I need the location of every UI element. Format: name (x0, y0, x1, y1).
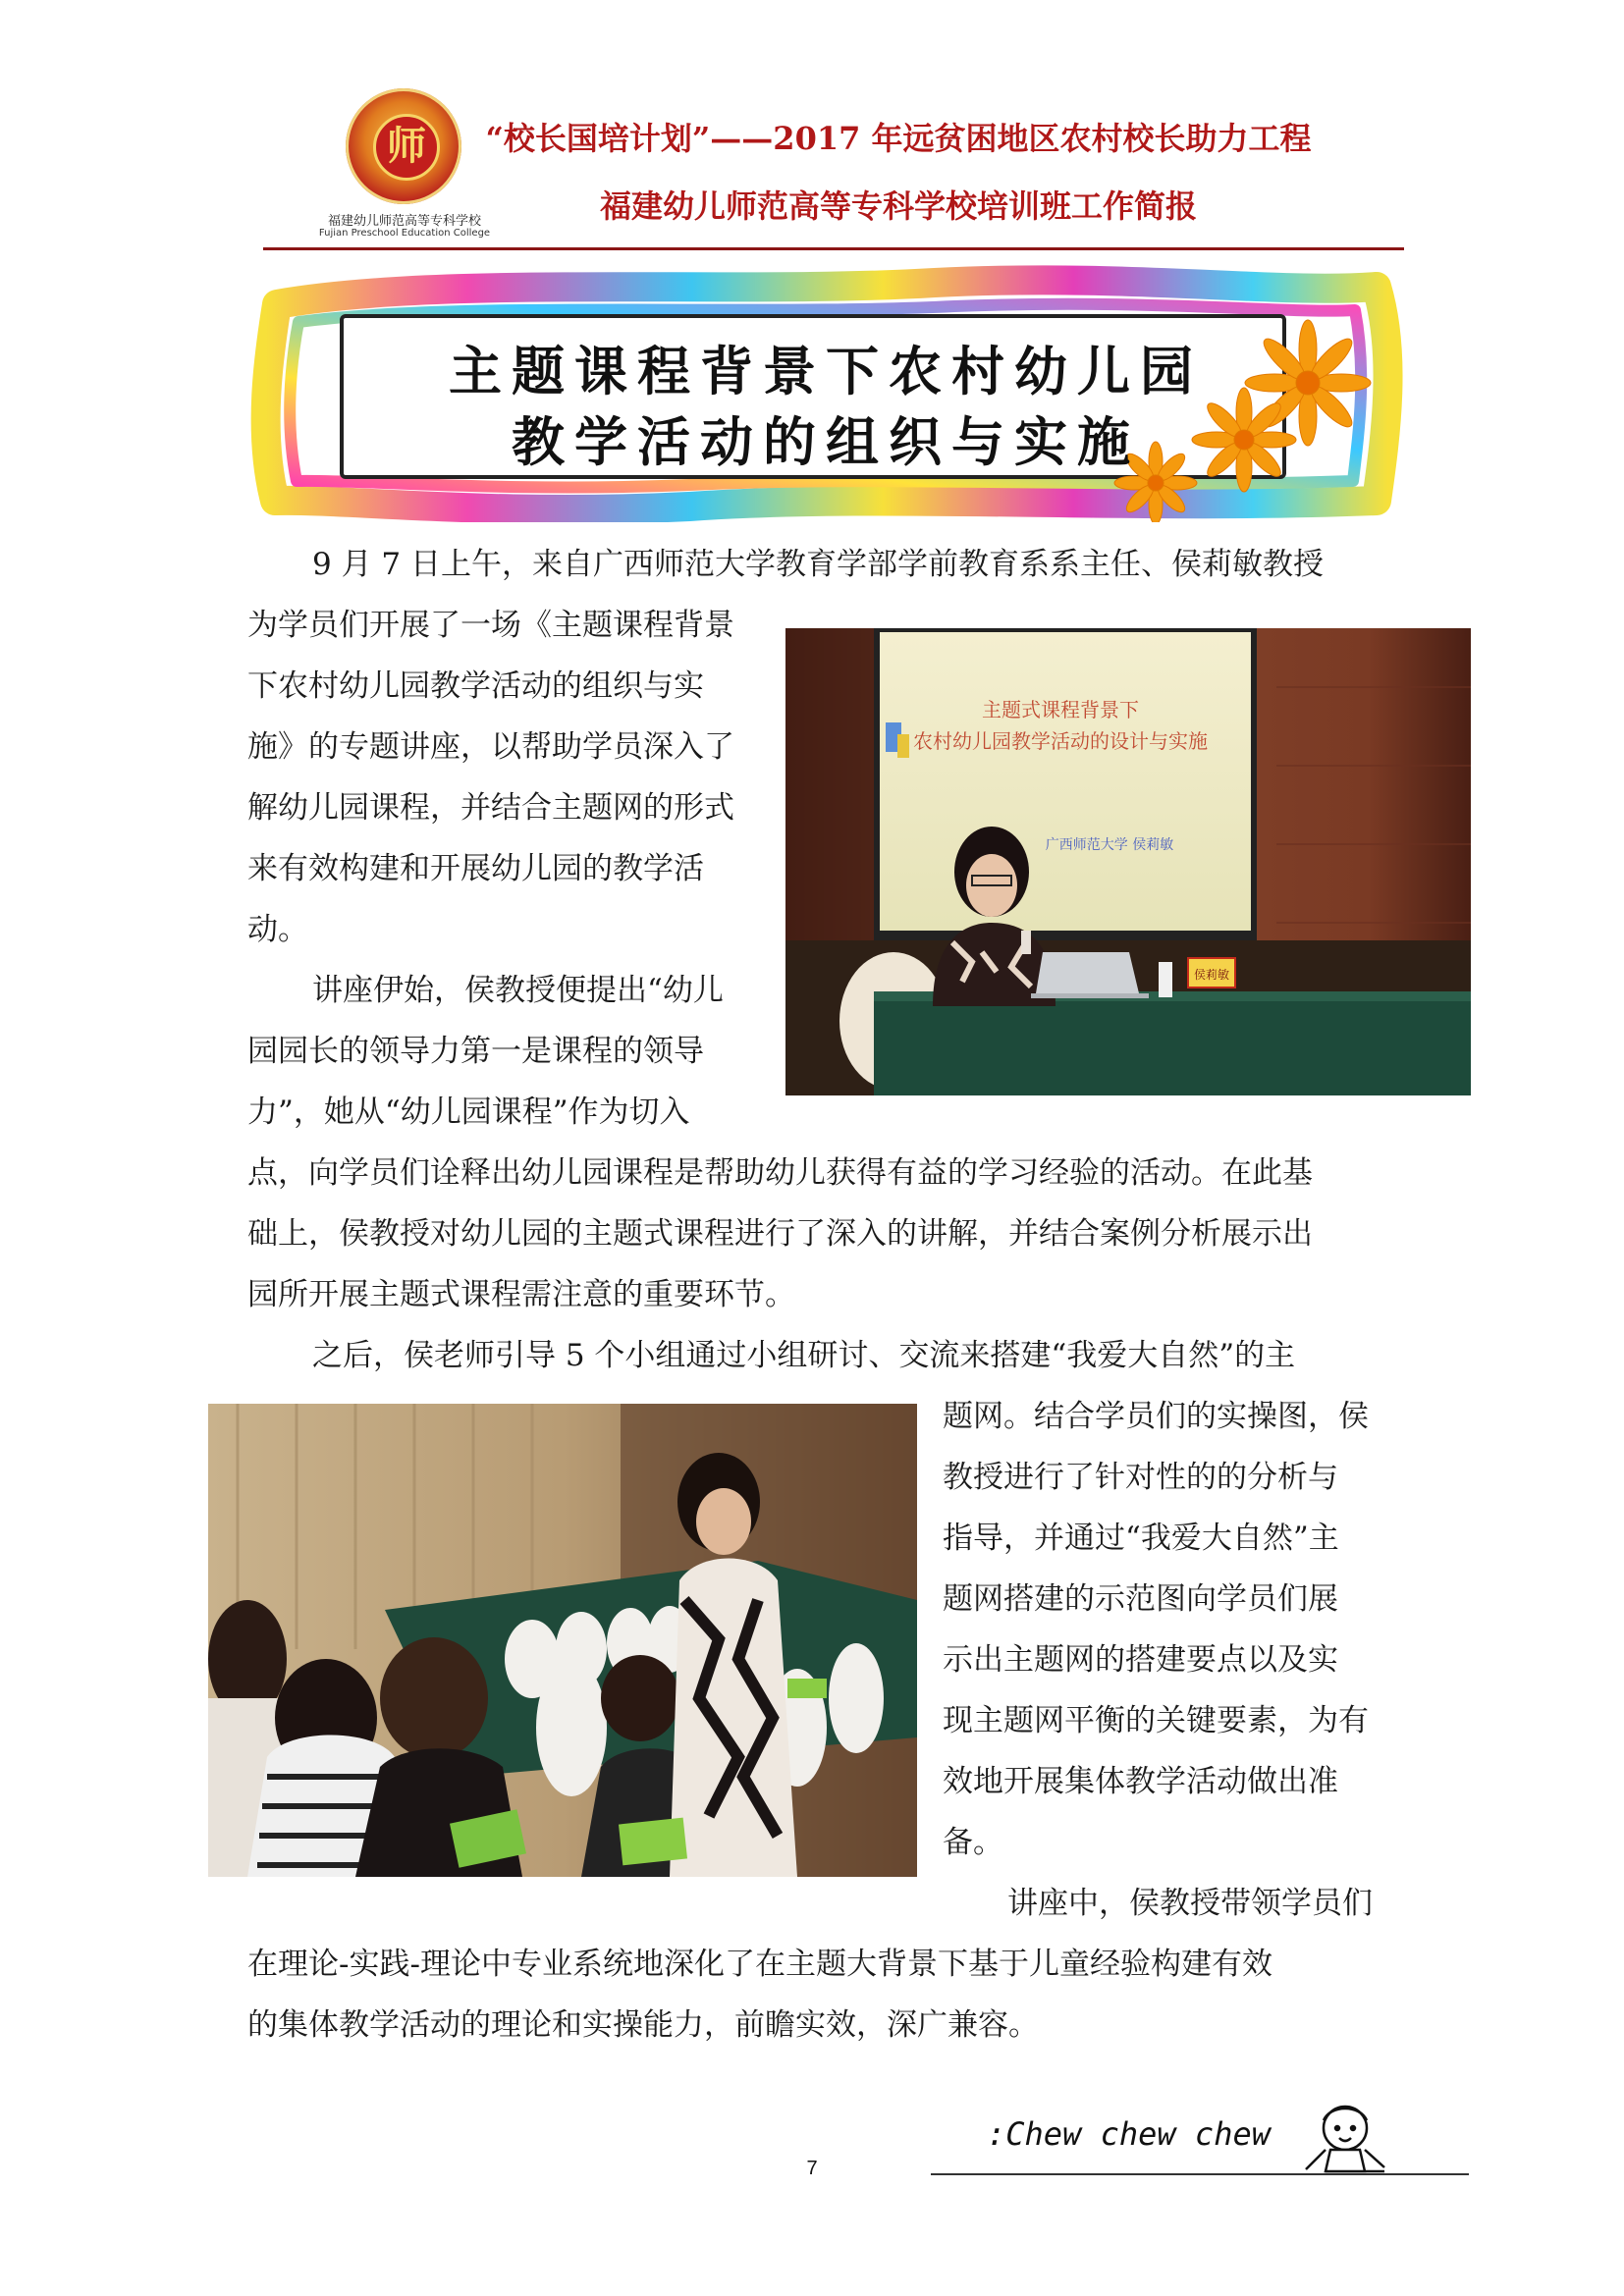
group-work-photo (208, 1404, 917, 1877)
p1-line7: 动。 (247, 912, 308, 947)
p4-line2: 在理论-实践-理论中专业系统地深化了在主题大背景下基于儿童经验构建有效 (247, 1947, 1272, 1982)
p3-line7: 现主题网平衡的关键要素，为有 (943, 1703, 1369, 1738)
logo-chinese-name: 福建幼儿师范高等专科学校 (327, 214, 481, 229)
p2-line3: 力”，她从“幼儿园课程”作为切入 (247, 1095, 690, 1130)
header-divider (263, 247, 1404, 250)
p1-line1: 9 月 7 日上午，来自广西师范大学教育学部学前教育系系主任、侯莉敏教授 (312, 547, 1325, 582)
title-banner (247, 265, 1404, 522)
p3-line8: 效地开展集体教学活动做出准 (943, 1764, 1338, 1799)
p1-line4: 施》的专题讲座，以帮助学员深入了 (247, 729, 734, 765)
page-number: 7 (806, 2158, 818, 2179)
p2-line2: 园园长的领导力第一是课程的领导 (247, 1034, 704, 1069)
p4-line3: 的集体教学活动的理论和实操能力，前瞻实效，深广兼容。 (247, 2007, 1039, 2043)
p1-line6: 来有效构建和开展幼儿园的教学活 (247, 851, 704, 886)
p3-line4: 指导，并通过“我爱大自然”主 (943, 1521, 1339, 1556)
p3-line2: 题网。结合学员们的实操图，侯 (943, 1399, 1369, 1434)
lecture-photo (785, 628, 1471, 1095)
p4-line1: 讲座中，侯教授带领学员们 (1007, 1886, 1373, 1921)
p3-line6: 示出主题网的搭建要点以及实 (943, 1642, 1338, 1678)
logo-english-name: Fujian Preschool Education College (318, 228, 491, 239)
group-work-photo-image (208, 1404, 917, 1877)
p2-line6: 园所开展主题式课程需注意的重要环节。 (247, 1277, 795, 1312)
p1-line3: 下农村幼儿园教学活动的组织与实 (247, 668, 704, 704)
banner-title-line2: 教学活动的组织与实施 (512, 411, 1140, 473)
p3-line9: 备。 (943, 1825, 1003, 1860)
lecture-photo-image (785, 628, 1471, 1095)
p2-line1: 讲座伊始，侯教授便提出“幼儿 (312, 973, 724, 1008)
header-title: “校长国培计划”——2017 年远贫困地区农村校长助力工程 (485, 120, 1312, 157)
header-subtitle: 福建幼儿师范高等专科学校培训班工作简报 (599, 187, 1197, 225)
p2-line4: 点，向学员们诠释出幼儿园课程是帮助幼儿获得有益的学习经验的活动。在此基 (247, 1155, 1313, 1191)
chew-chew-doodle-text: :Chew chew chew (987, 2115, 1271, 2153)
slide-presenter: 广西师范大学 侯莉敏 (1045, 837, 1174, 853)
p3-line1: 之后，侯老师引导 5 个小组通过小组研讨、交流来搭建“我爱大自然”的主 (312, 1338, 1296, 1373)
slide-title-line1: 主题式课程背景下 (982, 698, 1139, 721)
logo-glyph: 师 (373, 114, 440, 181)
p3-line5: 题网搭建的示范图向学员们展 (943, 1581, 1338, 1617)
slide-title-line2: 农村幼儿园教学活动的设计与实施 (913, 729, 1208, 753)
banner-title-line1: 主题课程背景下农村幼儿园 (449, 341, 1203, 402)
nameplate-label: 侯莉敏 (1193, 968, 1230, 982)
p2-line5: 础上，侯教授对幼儿园的主题式课程进行了深入的讲解，并结合案例分析展示出 (247, 1216, 1313, 1252)
p3-line3: 教授进行了针对性的的分析与 (943, 1460, 1338, 1495)
p1-line2: 为学员们开展了一场《主题课程背景 (247, 608, 734, 643)
p1-line5: 解幼儿园课程，并结合主题网的形式 (247, 790, 734, 826)
